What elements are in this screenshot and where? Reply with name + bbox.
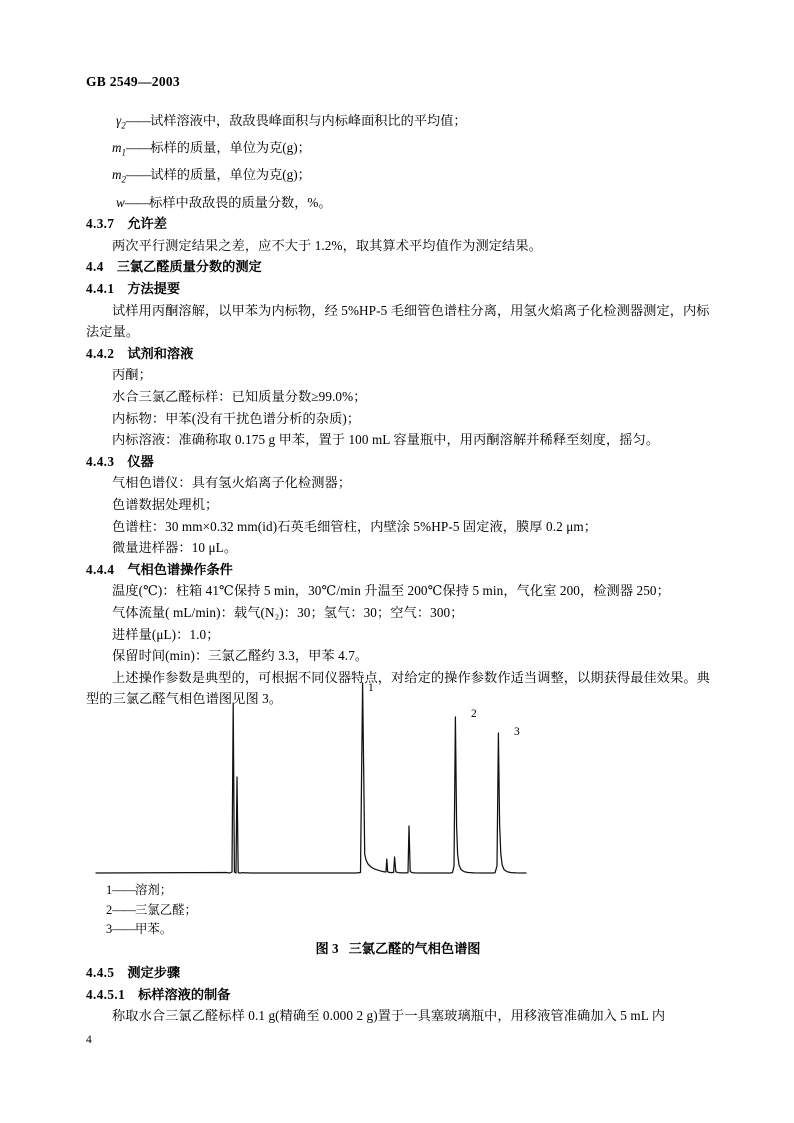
list-item: 气体流量( mL/min)：载气(N₂)：30；氢气：30；空气：300； bbox=[112, 604, 464, 620]
section-title: 测定步骤 bbox=[127, 965, 181, 980]
list-item: 内标溶液：准确称取 0.175 g 甲苯，置于 100 mL 容量瓶中，用丙酮溶解并稀释至刻度，摇匀。 bbox=[112, 432, 660, 448]
legend-dash: —— bbox=[112, 883, 135, 897]
figure-3 bbox=[86, 676, 710, 956]
legend-item bbox=[106, 901, 197, 921]
definition-text: 试样的质量，单位为克(g)； bbox=[150, 167, 311, 183]
symbol-m-2: $m_2$ bbox=[112, 167, 127, 186]
legend-dash: —— bbox=[112, 922, 135, 936]
legend-key: 3 bbox=[106, 922, 113, 936]
legend-text: 溶剂； bbox=[134, 883, 173, 897]
section-heading-4-4-1 bbox=[86, 278, 710, 300]
section-title: 仪器 bbox=[127, 453, 154, 469]
list-item: 温度(℃)：柱箱 41℃保持 5 min，30℃/min 升温至 200℃保持 5 min，气化室 200，检测器 250； bbox=[112, 583, 670, 599]
figure-legend bbox=[106, 881, 197, 940]
section-trailing-paragraph: 上述操作参数是典型的，可根据不同仪器特点，对给定的操作参数作适当调整，以期获得最佳效果。典型的三氯乙醛气相色谱图见图 3。 bbox=[86, 669, 710, 707]
section-heading-4-4-3 bbox=[86, 451, 710, 473]
page-number: 4 bbox=[86, 1034, 92, 1046]
legend-item bbox=[106, 881, 197, 901]
standard-number-header: GB 2549—2003 bbox=[86, 74, 180, 89]
definition-row bbox=[86, 192, 710, 214]
legend-dash: —— bbox=[112, 902, 135, 917]
list-item: 色谱柱：30 mm×0.32 mm(id)石英毛细管柱，内壁涂 5%HP-5 固定液，膜厚 0.2 μm； bbox=[112, 518, 598, 534]
section-title: 试剂和溶液 bbox=[127, 345, 194, 361]
legend-item bbox=[106, 920, 197, 940]
section-paragraph: 试样用丙酮溶解，以甲苯为内标物，经 5%HP-5 毛细管色谱柱分离，用氢火焰离子化检测器测定，内标法定量。 bbox=[86, 302, 710, 340]
definition-dash: —— bbox=[126, 167, 151, 183]
section-title: 气相色谱操作条件 bbox=[127, 561, 233, 577]
symbol-m-1: $m_1$ bbox=[112, 140, 127, 158]
definition-row bbox=[86, 137, 710, 164]
section-heading-4-4-5-1 bbox=[86, 984, 710, 1006]
section-heading-4-4-2 bbox=[86, 343, 710, 365]
symbol-w: w bbox=[116, 194, 125, 210]
symbol-gamma-2: $\gamma_2$ bbox=[116, 113, 126, 131]
peak-label-2: 2 bbox=[471, 708, 477, 720]
section-number: 4.4.4 bbox=[86, 561, 115, 577]
figure-caption-title: 三氯乙醛的气相色谱图 bbox=[348, 941, 481, 956]
section-heading-4-4 bbox=[86, 256, 710, 278]
section-number: 4.3.7 bbox=[86, 216, 115, 232]
definition-text: 标样的质量，单位为克(g)； bbox=[150, 140, 311, 156]
section-paragraph: 称取水合三氯乙醛标样 0.1 g(精确至 0.000 2 g)置于一具塞玻璃瓶中，用移液管准确加入 5 mL 内 bbox=[112, 1008, 666, 1024]
section-number: 4.4.3 bbox=[86, 453, 115, 469]
peak-label-1: 1 bbox=[368, 682, 374, 694]
symbol-definition-list bbox=[86, 110, 710, 213]
legend-text: 甲苯。 bbox=[134, 922, 173, 936]
section-number: 4.4.5.1 bbox=[86, 986, 126, 1002]
figure-caption-number: 图 3 bbox=[315, 941, 339, 956]
section-heading-4-4-5 bbox=[86, 962, 710, 984]
list-item: 色谱数据处理机； bbox=[112, 497, 219, 513]
section-paragraph: 两次平行测定结果之差，应不大于 1.2%，取其算术平均值作为测定结果。 bbox=[112, 237, 542, 253]
definition-text: 试样溶液中，敌敌畏峰面积与内标峰面积比的平均值； bbox=[150, 113, 467, 128]
definition-dash: —— bbox=[125, 113, 151, 128]
list-item: 内标物：甲苯(没有干扰色谱分析的杂质)； bbox=[112, 410, 361, 426]
section-number: 4.4.5 bbox=[86, 965, 115, 980]
definition-dash: —— bbox=[124, 194, 150, 210]
chromatogram-trace bbox=[96, 683, 526, 873]
definition-dash: —— bbox=[126, 140, 151, 156]
section-heading-4-3-7 bbox=[86, 213, 710, 235]
list-item: 进样量(μL)：1.0； bbox=[112, 626, 220, 642]
list-item: 气相色谱仪：具有氢火焰离子化检测器； bbox=[112, 475, 352, 491]
section-title: 方法提要 bbox=[127, 281, 181, 297]
figure-caption bbox=[86, 938, 710, 957]
section-title: 三氯乙醛质量分数的测定 bbox=[116, 259, 262, 275]
peak-label-3: 3 bbox=[514, 726, 520, 738]
section-number: 4.4.2 bbox=[86, 345, 115, 361]
list-item: 微量进样器：10 μL。 bbox=[112, 540, 238, 556]
section-title: 允许差 bbox=[127, 216, 167, 232]
list-item: 保留时间(min)：三氯乙醛约 3.3，甲苯 4.7。 bbox=[112, 648, 369, 664]
section-number: 4.4 bbox=[86, 259, 104, 275]
legend-text: 三氯乙醛； bbox=[134, 902, 197, 917]
document-body-tail bbox=[86, 962, 710, 1027]
definition-row bbox=[86, 164, 710, 191]
list-item: 丙酮； bbox=[112, 367, 152, 383]
section-heading-4-4-4 bbox=[86, 559, 710, 581]
legend-key: 2 bbox=[106, 902, 113, 917]
document-body bbox=[86, 110, 710, 710]
definition-row bbox=[86, 110, 710, 137]
definition-text: 标样中敌敌畏的质量分数，%。 bbox=[149, 194, 332, 210]
section-number: 4.4.1 bbox=[86, 281, 115, 297]
legend-key: 1 bbox=[106, 883, 113, 897]
gas-chromatogram-plot bbox=[86, 676, 710, 886]
list-item: 水合三氯乙醛标样：已知质量分数≥99.0%； bbox=[112, 389, 367, 405]
section-title: 标样溶液的制备 bbox=[138, 986, 231, 1002]
